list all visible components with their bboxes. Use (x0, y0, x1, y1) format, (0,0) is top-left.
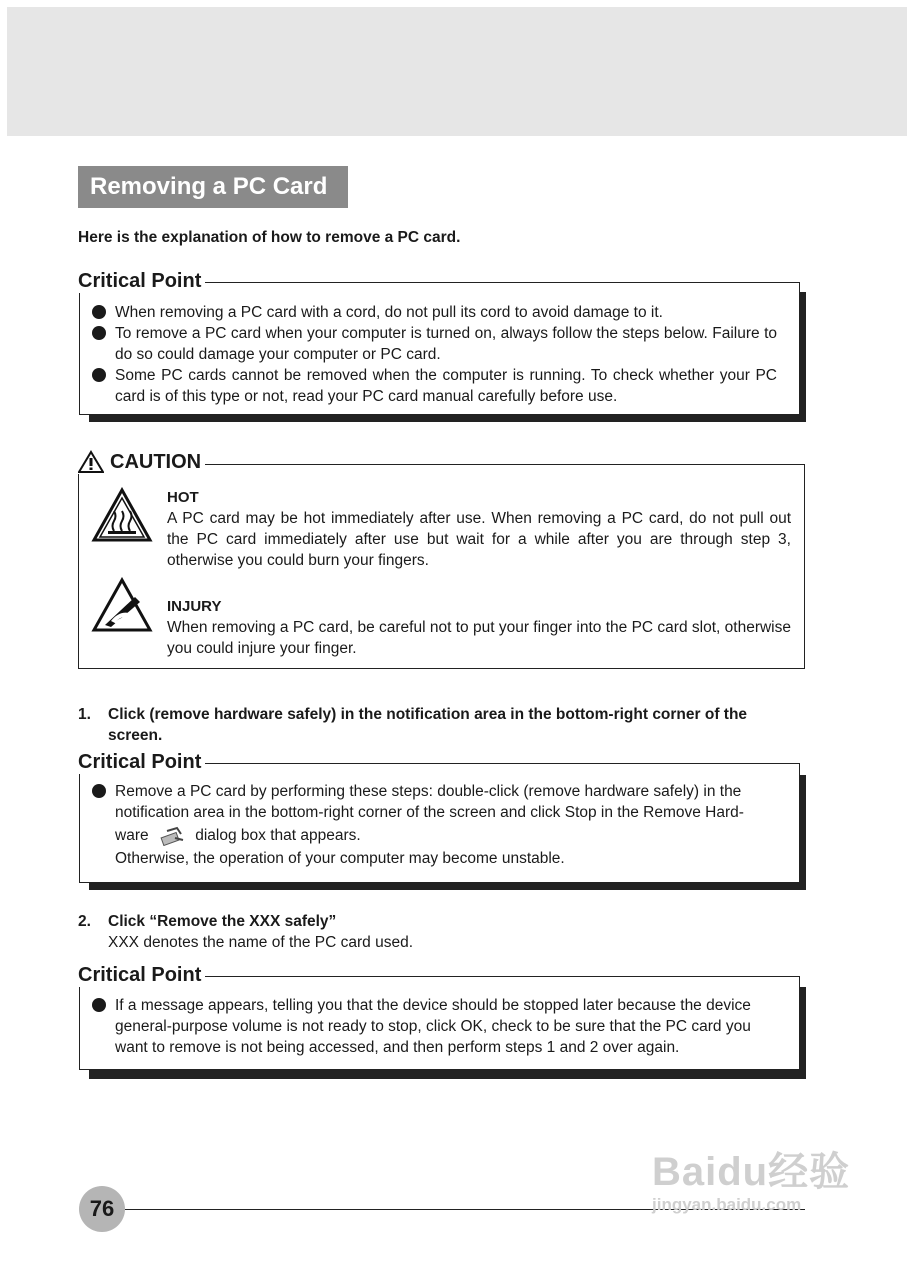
step-1: 1. Click (remove hardware safely) in the notification area in the bottom-right corner of the screen. (78, 706, 748, 744)
cp2-line2: ware dialog box that appears. (115, 827, 361, 844)
caution-injury: INJURY When removing a PC card, be careful not to put your finger into the PC card slot, otherwise you could injure your finger. (167, 598, 791, 657)
bullet-icon (92, 326, 106, 340)
intro-text: Here is the explanation of how to remove a PC card. (78, 229, 461, 246)
critical-point-title-3: Critical Point (78, 964, 205, 987)
critical-point-title-2: Critical Point (78, 751, 205, 774)
header-band (7, 7, 907, 136)
cp3-item: If a message appears, telling you that the device should be stopped later because the device general-purpose volume is not ready to stop, click OK, check to be sure that the PC card you want to remove is not being accessed, and then perform steps 1 and 2 over again. (80, 995, 777, 1058)
watermark (652, 1150, 850, 1216)
critical-point-box-1 (79, 282, 800, 415)
caution-hot: HOT A PC card may be hot immediately after use. When removing a PC card, do not pull out the PC card immediately after use but wait for a while after you are through step 3, otherwise you could burn your fingers. (167, 489, 791, 569)
watermark-url: jingyan.baidu.com (652, 1195, 802, 1214)
bullet-icon (92, 998, 106, 1012)
remove-hardware-icon (159, 826, 185, 846)
watermark-brand: Baidu经验 (652, 1150, 851, 1194)
cp1-item: Some PC cards cannot be removed when the computer is running. To check whether your PC card is of this type or not, read your PC card manual carefully before use. (80, 365, 777, 407)
cp1-item: When removing a PC card with a cord, do not pull its cord to avoid damage to it. (80, 302, 777, 323)
injury-warning-icon (91, 577, 153, 633)
step-2: 2. Click “Remove the XXX safely” XXX denotes the name of the PC card used. (78, 911, 794, 953)
hot-warning-icon (91, 487, 153, 543)
caution-heading: CAUTION (78, 450, 205, 474)
cp2-item: Remove a PC card by performing these steps: double-click (remove hardware safely) in the notification area in the bottom-right corner of the screen and click Stop in the Remove Hard- (80, 781, 777, 823)
section-title: Removing a PC Card (78, 166, 348, 208)
caution-triangle-icon (78, 450, 104, 474)
bullet-icon (92, 305, 106, 319)
cp1-item: To remove a PC card when your computer is turned on, always follow the steps below. Failure to do so could damage your computer or PC card. (80, 323, 777, 365)
bullet-icon (92, 784, 106, 798)
bullet-icon (92, 368, 106, 382)
critical-point-box-2 (79, 763, 800, 883)
step-2-subtext: XXX denotes the name of the PC card used. (108, 934, 414, 951)
cp2-line3: Otherwise, the operation of your computer may become unstable. (115, 850, 565, 867)
caution-box (78, 464, 805, 669)
critical-point-box-3 (79, 976, 800, 1070)
page-number: 76 (79, 1186, 125, 1232)
critical-point-title-1: Critical Point (78, 270, 205, 293)
